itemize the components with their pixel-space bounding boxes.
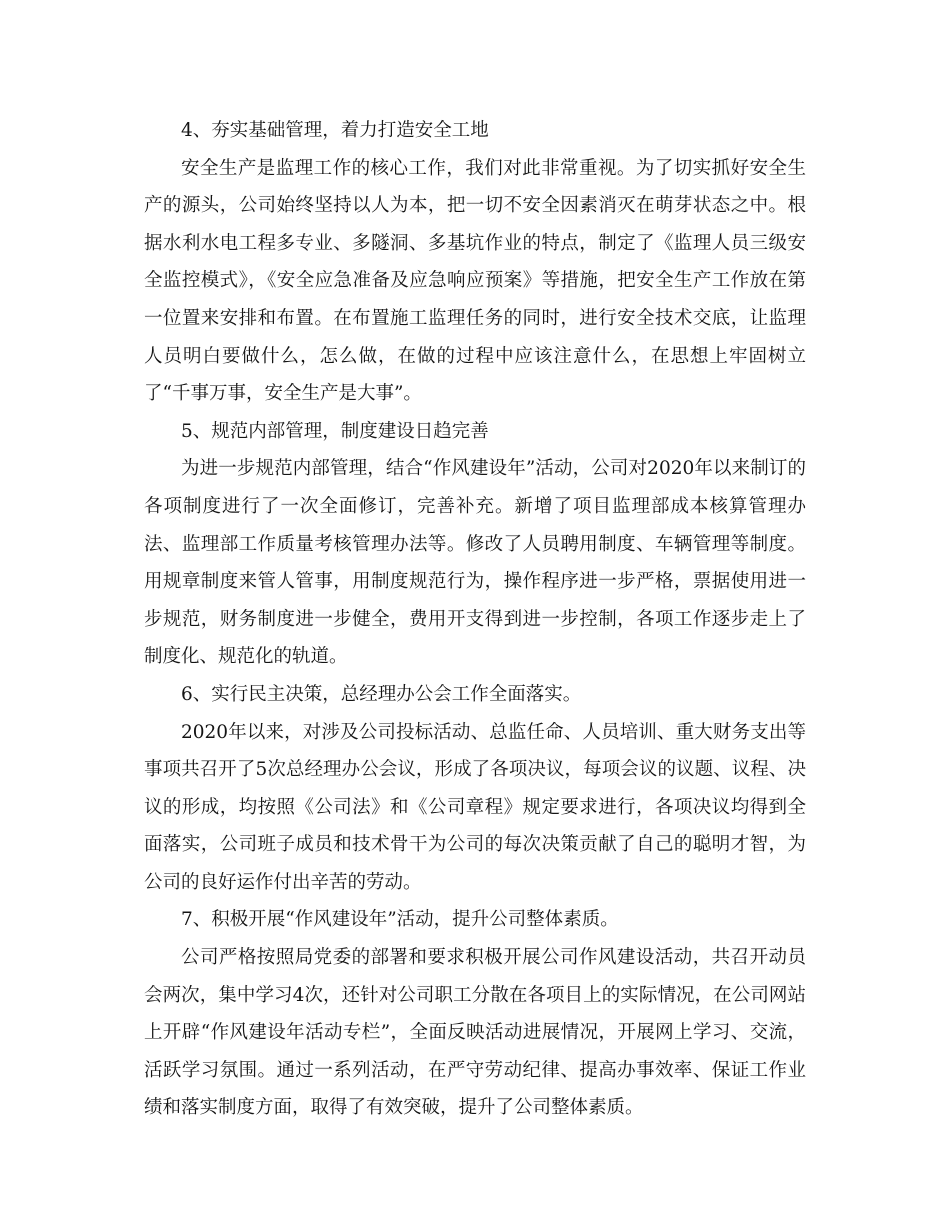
- section-heading-4: 4、夯实基础管理，着力打造安全工地: [181, 120, 489, 141]
- document-body: [144, 112, 806, 1127]
- section-paragraph-4: 安全生产是监理工作的核心工作，我们对此非常重视。为了切实抓好安全生产的源头，公司始终坚持以人为本，把一切不安全因素消灭在萌芽状态之中。根据水利水电工程多专业、多隧洞、多基坑作业的特点，制定了《监理人员三级安全监控模式》，《安全应急准备及应急响应预案》等措施，把安全生产工作放在第一位置来安排和布置。在布置施工监理任务的同时，进行安全技术交底，让监理人员明白要做什么，怎么做，在做的过程中应该注意什么，在思想上牢固树立了“千事万事，安全生产是大事”。: [144, 157, 806, 405]
- section-paragraph-6: 2020年以来，对涉及公司投标活动、总监任命、人员培训、重大财务支出等事项共召开了5次总经理办公会议，形成了各项决议，每项会议的议题、议程、决议的形成，均按照《公司法》和《公司章程》规定要求进行，各项决议均得到全面落实，公司班子成员和技术骨干为公司的每次决策贡献了自己的聪明才智，为公司的良好运作付出辛苦的劳动。: [144, 721, 806, 893]
- section-paragraph-5: 为进一步规范内部管理，结合“作风建设年”活动，公司对2020年以来制订的各项制度进行了一次全面修订，完善补充。新增了项目监理部成本核算管理办法、监理部工作质量考核管理办法等。修改了人员聘用制度、车辆管理等制度。用规章制度来管人管事，用制度规范行为，操作程序进一步严格，票据使用进一步规范，财务制度进一步健全，费用开支得到进一步控制，各项工作逐步走上了制度化、规范化的轨道。: [144, 458, 806, 668]
- section-paragraph-7: 公司严格按照局党委的部署和要求积极开展公司作风建设活动，共召开动员会两次，集中学习4次，还针对公司职工分散在各项目上的实际情况，在公司网站上开辟“作风建设年活动专栏”，全面反映活动进展情况，开展网上学习、交流，活跃学习氛围。通过一系列活动，在严守劳动纪律、提高办事效率、保证工作业绩和落实制度方面，取得了有效突破，提升了公司整体素质。: [144, 947, 806, 1119]
- section-heading-7: 7、积极开展“作风建设年”活动，提升公司整体素质。: [181, 909, 619, 931]
- section-heading-6: 6、实行民主决策，总经理办公会工作全面落实。: [181, 683, 582, 705]
- section-heading-5: 5、规范内部管理，制度建设日趋完善: [181, 420, 489, 442]
